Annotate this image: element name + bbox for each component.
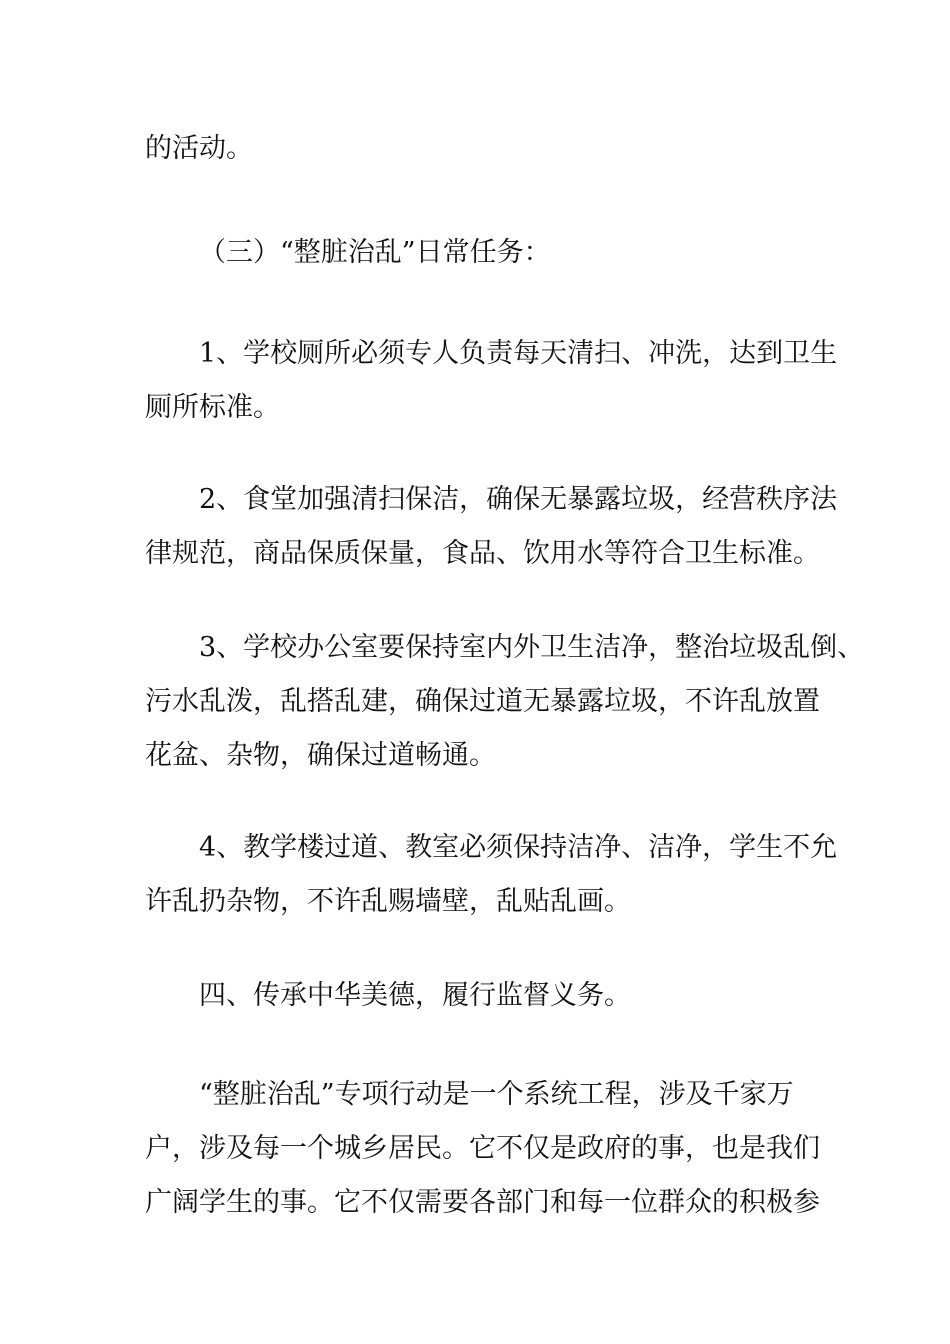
text-line: 许乱扔杂物，不许乱赐墙壁，乱贴乱画。 xyxy=(145,886,631,917)
text-line: “整脏治乱”专项行动是一个系统工程，涉及千家万 xyxy=(199,1079,794,1110)
list-item-3-office xyxy=(145,621,865,783)
text-line: 律规范，商品保质保量，食品、饮用水等符合卫生标准。 xyxy=(145,538,820,569)
text-line: 4、教学楼过道、教室必须保持洁净、洁净，学生不允 xyxy=(199,832,838,863)
text-line: （三）“整脏治乱”日常任务： xyxy=(199,237,551,268)
paragraph-campaign-description xyxy=(145,1068,820,1230)
text-line: 户，涉及每一个城乡居民。它不仅是政府的事，也是我们 xyxy=(145,1133,820,1164)
text-line: 的活动。 xyxy=(145,133,253,164)
paragraph-activity-end xyxy=(145,122,815,176)
text-line: 2、食堂加强清扫保洁，确保无暴露垃圾，经营秩序法 xyxy=(199,484,838,515)
section-heading-daily-tasks xyxy=(145,226,815,280)
text-line: 3、学校办公室要保持室内外卫生洁净，整治垃圾乱倒、 xyxy=(199,632,865,663)
text-line: 广阔学生的事。它不仅需要各部门和每一位群众的积极参 xyxy=(145,1187,820,1218)
text-line: 四、传承中华美德，履行监督义务。 xyxy=(199,980,631,1011)
list-item-2-canteen xyxy=(145,473,838,581)
text-line: 厕所标准。 xyxy=(145,392,280,423)
section-heading-four xyxy=(145,969,815,1023)
text-line: 污水乱泼，乱搭乱建，确保过道无暴露垃圾，不许乱放置 xyxy=(145,686,820,717)
text-line: 1、学校厕所必须专人负责每天清扫、冲洗，达到卫生 xyxy=(199,338,838,369)
text-line: 花盆、杂物，确保过道畅通。 xyxy=(145,740,496,771)
list-item-4-teaching-building xyxy=(145,821,838,929)
list-item-1-toilets xyxy=(145,327,838,435)
